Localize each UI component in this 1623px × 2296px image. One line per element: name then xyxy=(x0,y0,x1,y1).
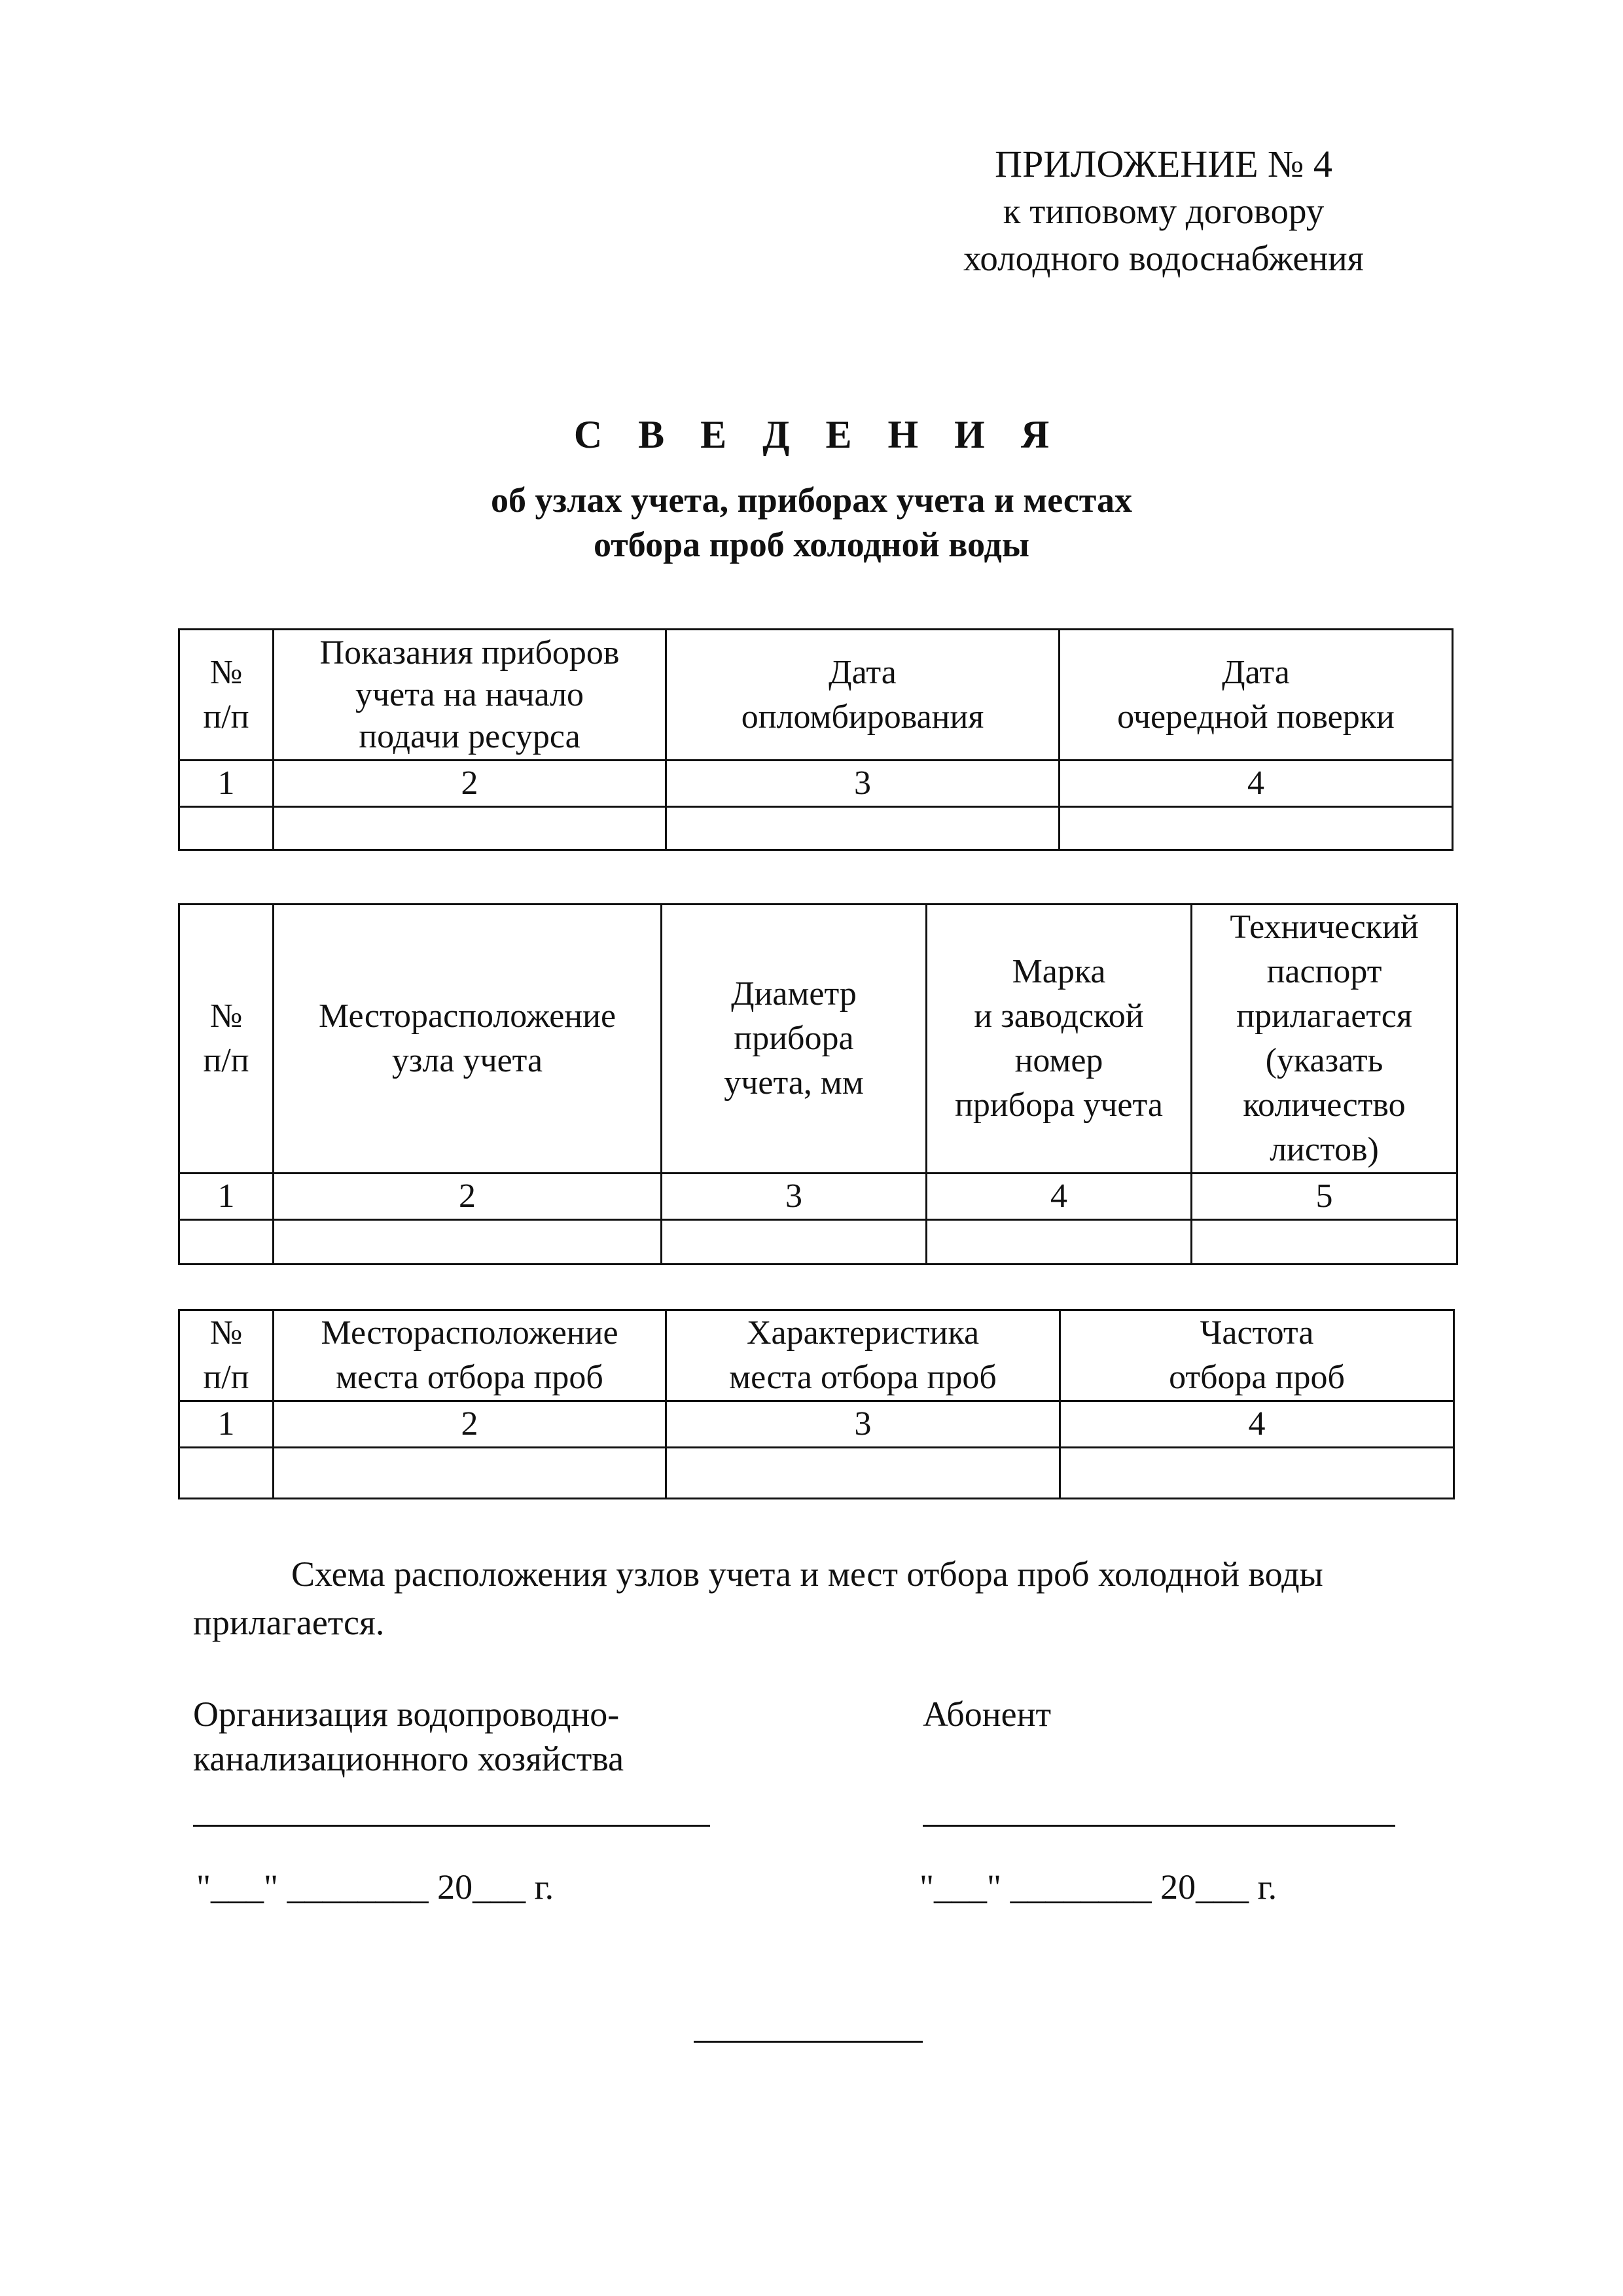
header-cell: Дата опломбирования xyxy=(666,630,1060,761)
column-number: 1 xyxy=(179,1174,274,1220)
column-number: 1 xyxy=(179,1401,274,1448)
table-header-row xyxy=(179,1310,1454,1401)
column-number-row xyxy=(179,761,1453,807)
table-header-row xyxy=(179,630,1453,761)
header-cell: Диаметр прибора учета, мм xyxy=(662,905,927,1174)
column-number: 4 xyxy=(927,1174,1192,1220)
column-number: 3 xyxy=(666,761,1060,807)
header-cell: Дата очередной поверки xyxy=(1060,630,1453,761)
empty-cell[interactable] xyxy=(666,807,1060,850)
empty-cell[interactable] xyxy=(1060,807,1453,850)
scheme-line-2: прилагается. xyxy=(193,1603,385,1642)
column-number: 3 xyxy=(666,1401,1060,1448)
empty-data-row xyxy=(179,807,1453,850)
empty-cell[interactable] xyxy=(274,807,666,850)
empty-cell[interactable] xyxy=(666,1448,1060,1499)
column-number: 1 xyxy=(179,761,274,807)
header-cell: Частота отбора проб xyxy=(1060,1310,1454,1401)
signature-subscriber xyxy=(923,1692,1051,1736)
date-organization[interactable]: "___" ________ 20___ г. xyxy=(196,1867,554,1907)
column-number: 5 xyxy=(1192,1174,1457,1220)
annex-line-3: холодного водоснабжения xyxy=(963,238,1364,278)
annex-number: ПРИЛОЖЕНИЕ № 4 xyxy=(995,143,1332,185)
column-number: 2 xyxy=(274,1174,662,1220)
empty-cell[interactable] xyxy=(662,1220,927,1265)
empty-cell[interactable] xyxy=(179,1448,274,1499)
column-number: 4 xyxy=(1060,761,1453,807)
header-cell: Марка и заводской номер прибора учета xyxy=(927,905,1192,1174)
scheme-paragraph xyxy=(193,1550,1436,1647)
column-number-row xyxy=(179,1401,1454,1448)
date-subscriber[interactable]: "___" ________ 20___ г. xyxy=(919,1867,1277,1907)
table-sampling-points xyxy=(178,1309,1455,1499)
header-cell: Показания приборов учета на начало подачи ресурса xyxy=(274,630,666,761)
empty-data-row xyxy=(179,1448,1454,1499)
document-title: С В Е Д Е Н И Я xyxy=(573,413,1063,456)
subscriber-label: Абонент xyxy=(923,1695,1052,1734)
empty-cell[interactable] xyxy=(274,1220,662,1265)
table-header-row xyxy=(179,905,1457,1174)
column-number: 4 xyxy=(1060,1401,1454,1448)
header-cell: Месторасположение узла учета xyxy=(274,905,662,1174)
annex-header xyxy=(935,141,1393,282)
header-cell: Месторасположение места отбора проб xyxy=(274,1310,666,1401)
header-cell: № п/п xyxy=(179,630,274,761)
signature-line-subscriber[interactable] xyxy=(923,1825,1395,1827)
empty-cell[interactable] xyxy=(1060,1448,1454,1499)
column-number-row xyxy=(179,1174,1457,1220)
empty-cell[interactable] xyxy=(1192,1220,1457,1265)
empty-cell[interactable] xyxy=(927,1220,1192,1265)
organization-label-1: Организация водопроводно- xyxy=(193,1695,620,1734)
header-cell: № п/п xyxy=(179,1310,274,1401)
empty-cell[interactable] xyxy=(179,807,274,850)
column-number: 2 xyxy=(274,761,666,807)
header-cell: Технический паспорт прилагается (указать количество листов) xyxy=(1192,905,1457,1174)
subtitle-line-1: об узлах учета, приборах учета и местах xyxy=(491,480,1132,520)
organization-label-2: канализационного хозяйства xyxy=(193,1739,624,1778)
header-cell: Характеристика места отбора проб xyxy=(666,1310,1060,1401)
table-meter-readings xyxy=(178,628,1454,851)
annex-line-2: к типовому договору xyxy=(1003,191,1325,231)
empty-cell[interactable] xyxy=(274,1448,666,1499)
signature-organization xyxy=(193,1692,624,1781)
empty-cell[interactable] xyxy=(179,1220,274,1265)
header-cell: № п/п xyxy=(179,905,274,1174)
empty-data-row xyxy=(179,1220,1457,1265)
subtitle-line-2: отбора проб холодной воды xyxy=(593,525,1029,564)
end-separator-line xyxy=(694,2041,923,2043)
scheme-line-1: Схема расположения узлов учета и мест отбора проб холодной воды xyxy=(291,1554,1323,1594)
signature-line-organization[interactable] xyxy=(193,1825,710,1827)
column-number: 3 xyxy=(662,1174,927,1220)
document-subtitle xyxy=(0,478,1623,567)
column-number: 2 xyxy=(274,1401,666,1448)
table-metering-nodes xyxy=(178,903,1458,1265)
